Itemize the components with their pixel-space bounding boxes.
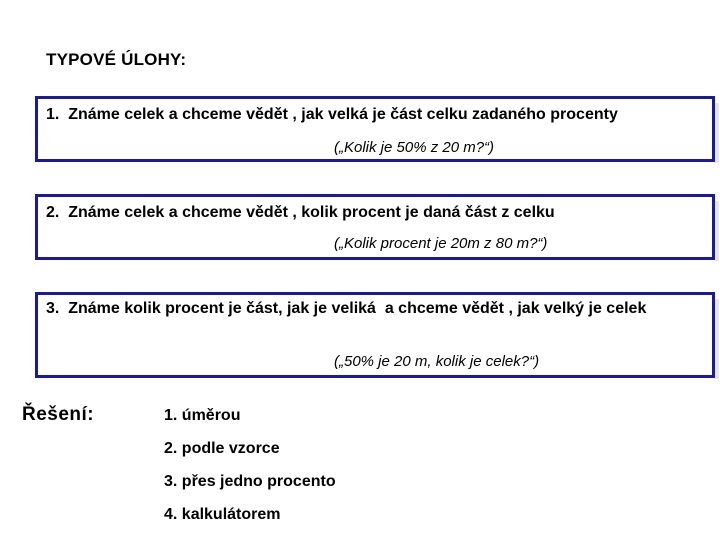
task-2-example: („Kolik procent je 20m z 80 m?“)	[334, 235, 548, 252]
solution-label: Řešení:	[22, 404, 95, 425]
solution-item-2: 2. podle vzorce	[164, 440, 280, 457]
solution-item-4: 4. kalkulátorem	[164, 506, 281, 523]
task-box-3	[35, 292, 715, 378]
task-1-example: („Kolik je 50% z 20 m?“)	[334, 139, 495, 156]
task-1-text: 1. Známe celek a chceme vědět , jak velká je část celku zadaného procenty	[46, 106, 618, 123]
task-box-1	[35, 96, 715, 162]
solution-list	[164, 406, 336, 538]
page-title: TYPOVÉ ÚLOHY:	[46, 50, 187, 69]
solution-item-3: 3. přes jedno procento	[164, 473, 336, 490]
task-3-example: („50% je 20 m, kolik je celek?“)	[334, 353, 540, 370]
solution-item-1: 1. úměrou	[164, 407, 241, 424]
task-box-2	[35, 194, 715, 260]
task-3-text: 3. Známe kolik procent je část, jak je veliká a chceme vědět , jak velký je celek	[46, 300, 647, 317]
task-2-text: 2. Známe celek a chceme vědět , kolik procent je daná část z celku	[46, 204, 555, 221]
